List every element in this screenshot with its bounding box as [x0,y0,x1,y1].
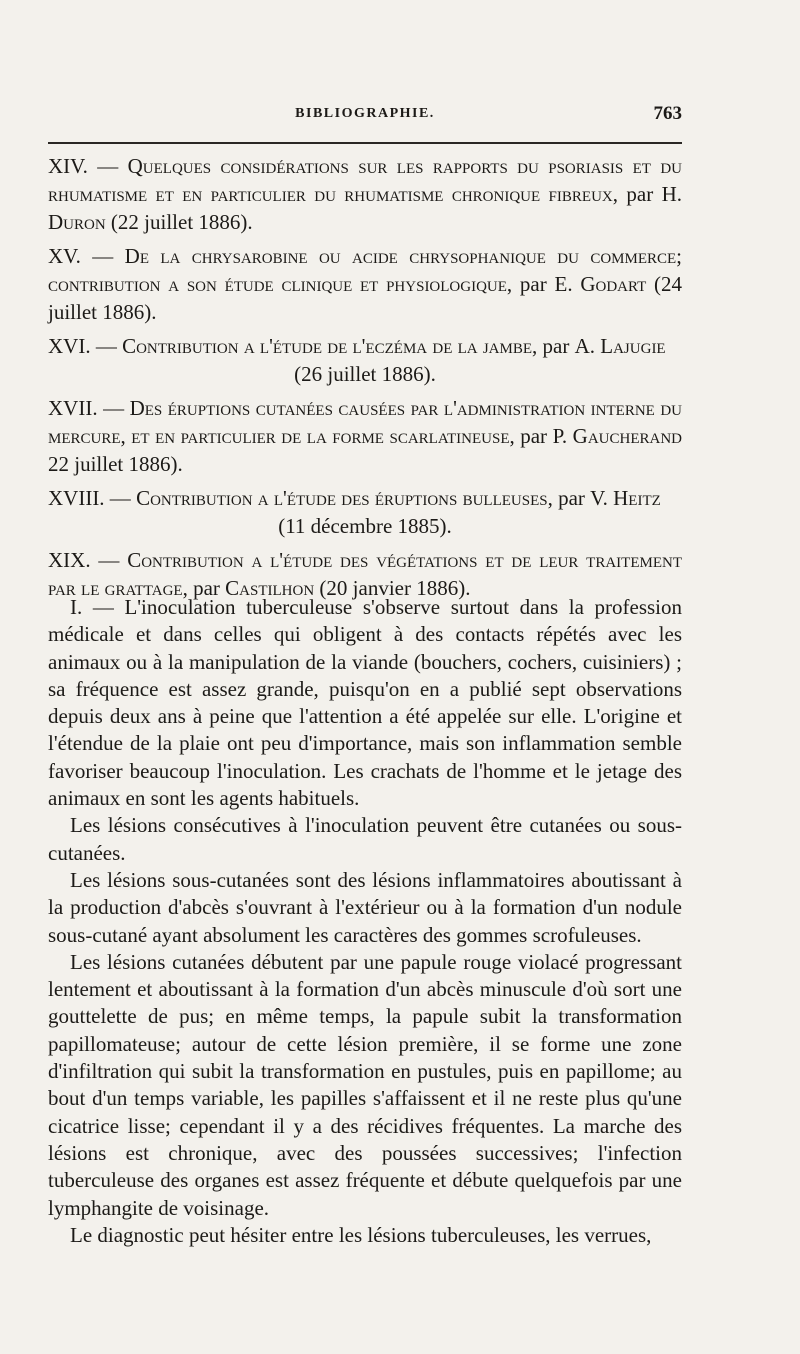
reference-by: par [626,182,654,206]
reference-title: Quelques considérations sur les rapports du psoriasis et du rhumatisme et en particulier du rhumatisme chronique fibreux, [48,154,682,206]
reference-date: (24 juillet 1886). [48,272,683,324]
reference-entry [48,332,682,388]
paragraph: Le diagnostic peut hésiter entre les lésions tuberculeuses, les verrues, [70,1222,652,1247]
reference-date: 22 juillet 1886). [48,452,183,476]
paragraph: Les lésions sous-cutanées sont des lésions inflammatoires aboutissant à la production d'abcès s'ouvrant à l'extérieur ou à la formation d'un nodule sous-cutané ayant absolument les caractères des gommes scrofuleuses. [48,867,682,947]
page-number: 763 [653,103,682,124]
reference-numeral: XIV. — [48,154,119,178]
reference-author: Castilhon [225,576,315,600]
reference-entry [48,242,682,326]
reference-entry [48,394,682,478]
reference-numeral: XVI. — [48,334,117,358]
reference-numeral: XV. — [48,244,114,268]
reference-by: par [193,576,220,600]
reference-title: De la chrysarobine ou acide chrysophanique du commerce; contribution a son étude clinique et physiologique, [48,244,683,296]
header-rule [48,142,682,144]
paragraph: Les lésions cutanées débutent par une papule rouge violacé progressant lentement et aboutissant à la formation d'un abcès minuscule d'où sort une gouttelette de pus; en même temps, la papule subit la transformation papillomateuse; autour de cette lésion première, il se forme une zone d'infiltration qui subit la transformation en pustules, puis en papillome; au bout d'un temps variable, les papilles s'affaissent et il ne reste plus qu'une cicatrice lisse; cependant il y a des récidives fréquentes. La marche des lésions est chronique, avec des poussées successives; l'infection tuberculeuse des organes est assez fréquente et débute quelquefois par une lymphangite de voisinage. [48,949,682,1220]
reference-by: par [519,272,547,296]
reference-author: V. Heitz [590,486,661,510]
reference-title: Contribution a l'étude des éruptions bulleuses, [136,486,553,510]
bibliography-list [48,152,682,608]
reference-title: Contribution a l'étude des végétations et de leur traitement par le grattage, [48,548,683,600]
page-header [48,103,682,132]
reference-author: A. Lajugie [574,334,666,358]
reference-date: (22 juillet 1886). [110,210,253,234]
reference-by: par [542,334,570,358]
reference-author: P. Gaucherand [552,424,682,448]
reference-numeral: XIX. — [48,548,120,572]
reference-title: Des éruptions cutanées causées par l'administration interne du mercure, et en particulier de la forme scarlatineuse, [48,396,683,448]
reference-numeral: XVIII. — [48,486,131,510]
paragraph: I. — L'inoculation tuberculeuse s'observe surtout dans la profession médicale et dans celles qui obligent à des contacts répétés avec les animaux ou à la manipulation de la viande (bouchers, cochers, cuisiniers) ; sa fréquence est assez grande, puisqu'on en a publié sept observations depuis deux ans à peine que l'attention a été appelée sur elle. L'origine et l'étendue de la plaie ont peu d'importance, mais son inflammation semble favoriser beaucoup l'inoculation. Les crachats de l'homme et le jetage des animaux en sont les agents habituels. [48,595,682,811]
reference-entry [48,152,682,236]
reference-date: (20 janvier 1886). [319,576,471,600]
reference-date: (26 juillet 1886). [294,362,436,386]
paragraph: Les lésions consécutives à l'inoculation peuvent être cutanées ou sous-cutanées. [48,813,682,865]
reference-date: (11 décembre 1885). [278,514,452,538]
reference-numeral: XVII. — [48,396,125,420]
body-text [48,594,682,1249]
reference-title: Contribution a l'étude de l'eczéma de la jambe, [122,334,538,358]
running-title: BIBLIOGRAPHIE. [295,106,435,121]
reference-by: par [520,424,548,448]
reference-by: par [558,486,585,510]
reference-entry [48,484,682,540]
reference-author: H. Duron [48,182,683,234]
reference-author: E. Godart [554,272,647,296]
